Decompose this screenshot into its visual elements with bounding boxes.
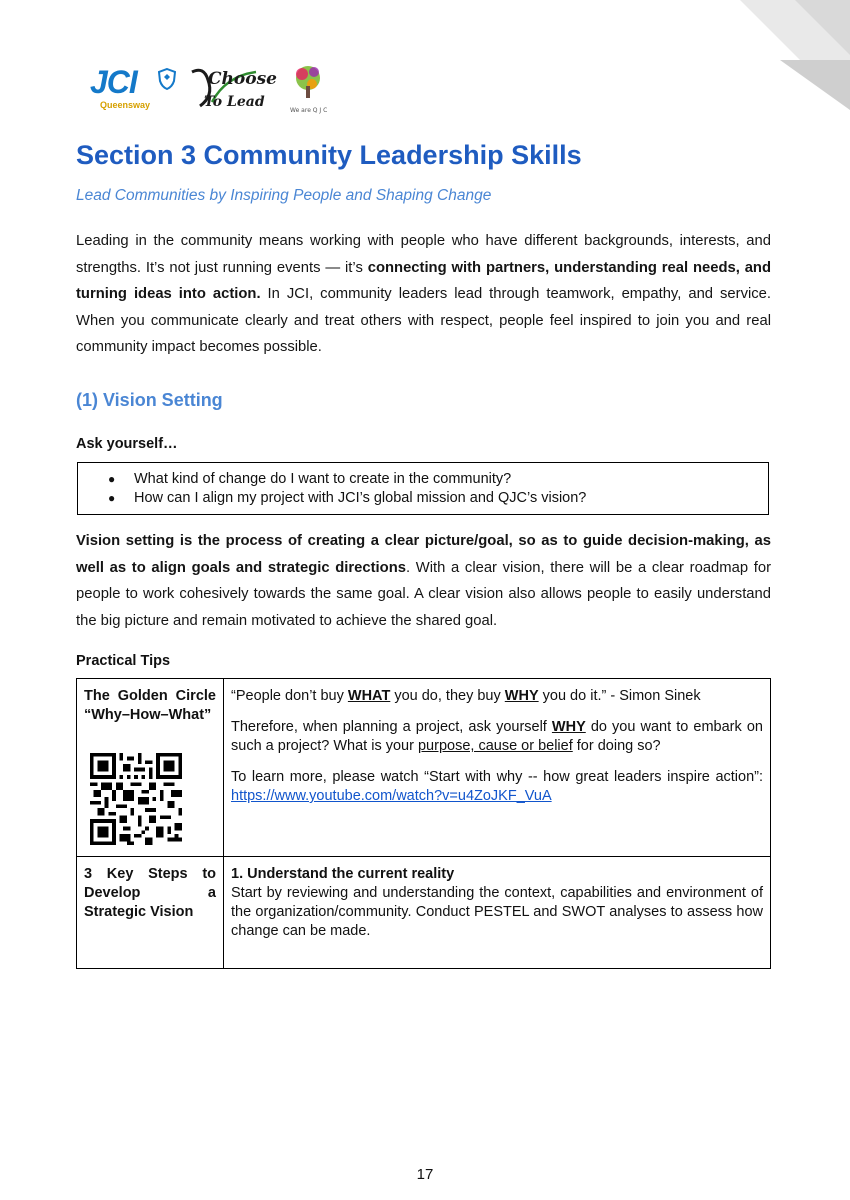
golden-circle-label: The Golden Circle “Why–How–What” — [84, 688, 216, 723]
ask-item: ● What kind of change do I want to create in the community? — [134, 470, 768, 489]
qr-code — [90, 753, 182, 845]
jci-logo-subtitle: Queensway — [100, 100, 151, 110]
golden-circle-cell — [77, 679, 224, 857]
vision-text: . With a clear vision, there will be a clear roadmap for people to work cohesively towards the same goal. A clear vision also allows people to easily understand the big picture and remain motivated to achieve the shared goal. — [76, 559, 771, 629]
svg-text:To Lead: To Lead — [204, 94, 265, 110]
section-subtitle: Lead Communities by Inspiring People and Shaping Change — [76, 187, 492, 204]
step1-body: Start by reviewing and understanding the context, capabilities and environment of the organization/community. Conduct PESTEL and SWOT analyses to assess how change can be made. — [231, 885, 763, 939]
sinek-quote — [231, 687, 763, 706]
table-row — [77, 679, 771, 857]
intro-text-1: Leading in the community means working with people who have different backgrounds, interests, and strengths. It’s not just running events — it’s — [76, 233, 771, 276]
vision-setting-heading: (1) Vision Setting — [76, 390, 223, 410]
plan-text: do you want to embark on such a project? What is your — [231, 719, 763, 754]
page-corner-decoration — [740, 0, 850, 110]
vision-paragraph — [76, 528, 771, 634]
practical-tips-label: Practical Tips — [76, 653, 171, 669]
youtube-link[interactable]: https://www.youtube.com/watch?v=u4ZoJKF_VuA — [231, 788, 552, 804]
choose-to-lead-logo — [186, 62, 286, 114]
svg-text:Choose: Choose — [208, 69, 277, 89]
quote-text: “People don’t buy — [231, 688, 348, 704]
learn-more-paragraph — [231, 768, 763, 806]
jci-shield-icon — [158, 68, 176, 90]
quote-text: you do, they buy — [390, 688, 505, 704]
quote-text: you do it.” - Simon Sinek — [538, 688, 701, 704]
plan-why: WHY — [551, 719, 586, 735]
plan-text: Therefore, when planning a project, ask yourself — [231, 719, 552, 735]
page-number: 17 — [416, 1166, 434, 1183]
header-logos — [90, 62, 340, 114]
planning-paragraph — [231, 718, 763, 756]
plan-text: for doing so? — [572, 738, 661, 754]
intro-text-2: In JCI, community leaders lead through teamwork, empathy, and service. When you communicate clearly and treat others with respect, people feel inspired to join you and real community impact becomes possible. — [76, 286, 771, 355]
we-are-qjc-logo — [288, 62, 332, 114]
jci-logo: JCI — [90, 64, 137, 100]
ask-yourself-label: Ask yourself… — [76, 436, 178, 452]
key-steps-cell: 3 Key Steps to Develop a Strategic Vision — [77, 857, 224, 969]
vision-bold-text: Vision setting is the process of creating a clear picture/goal, so as to guide decision-making, as well as to align goals and strategic directions — [76, 533, 771, 576]
ask-item: ● How can I align my project with JCI’s global mission and QJC’s vision? — [134, 489, 768, 508]
ask-yourself-box — [77, 462, 769, 515]
quote-what: WHAT — [347, 688, 391, 704]
intro-paragraph — [76, 228, 771, 361]
practical-tips-table — [76, 678, 771, 969]
plan-purpose: purpose, cause or belief — [417, 738, 573, 754]
table-row — [77, 857, 771, 969]
learn-more-text: To learn more, please watch “Start with why -- how great leaders inspire action”: — [231, 769, 763, 785]
svg-text:We are Q J C: We are Q J C — [290, 107, 328, 114]
ask-list — [78, 463, 768, 508]
key-steps-content-cell — [224, 857, 771, 969]
step1-title: 1. Understand the current reality — [231, 866, 455, 882]
section-title: Section 3 Community Leadership Skills — [76, 140, 582, 170]
quote-why: WHY — [504, 688, 539, 704]
intro-bold-text: connecting with partners, understanding real needs, and turning ideas into action. — [76, 259, 772, 302]
golden-circle-content-cell — [224, 679, 771, 857]
